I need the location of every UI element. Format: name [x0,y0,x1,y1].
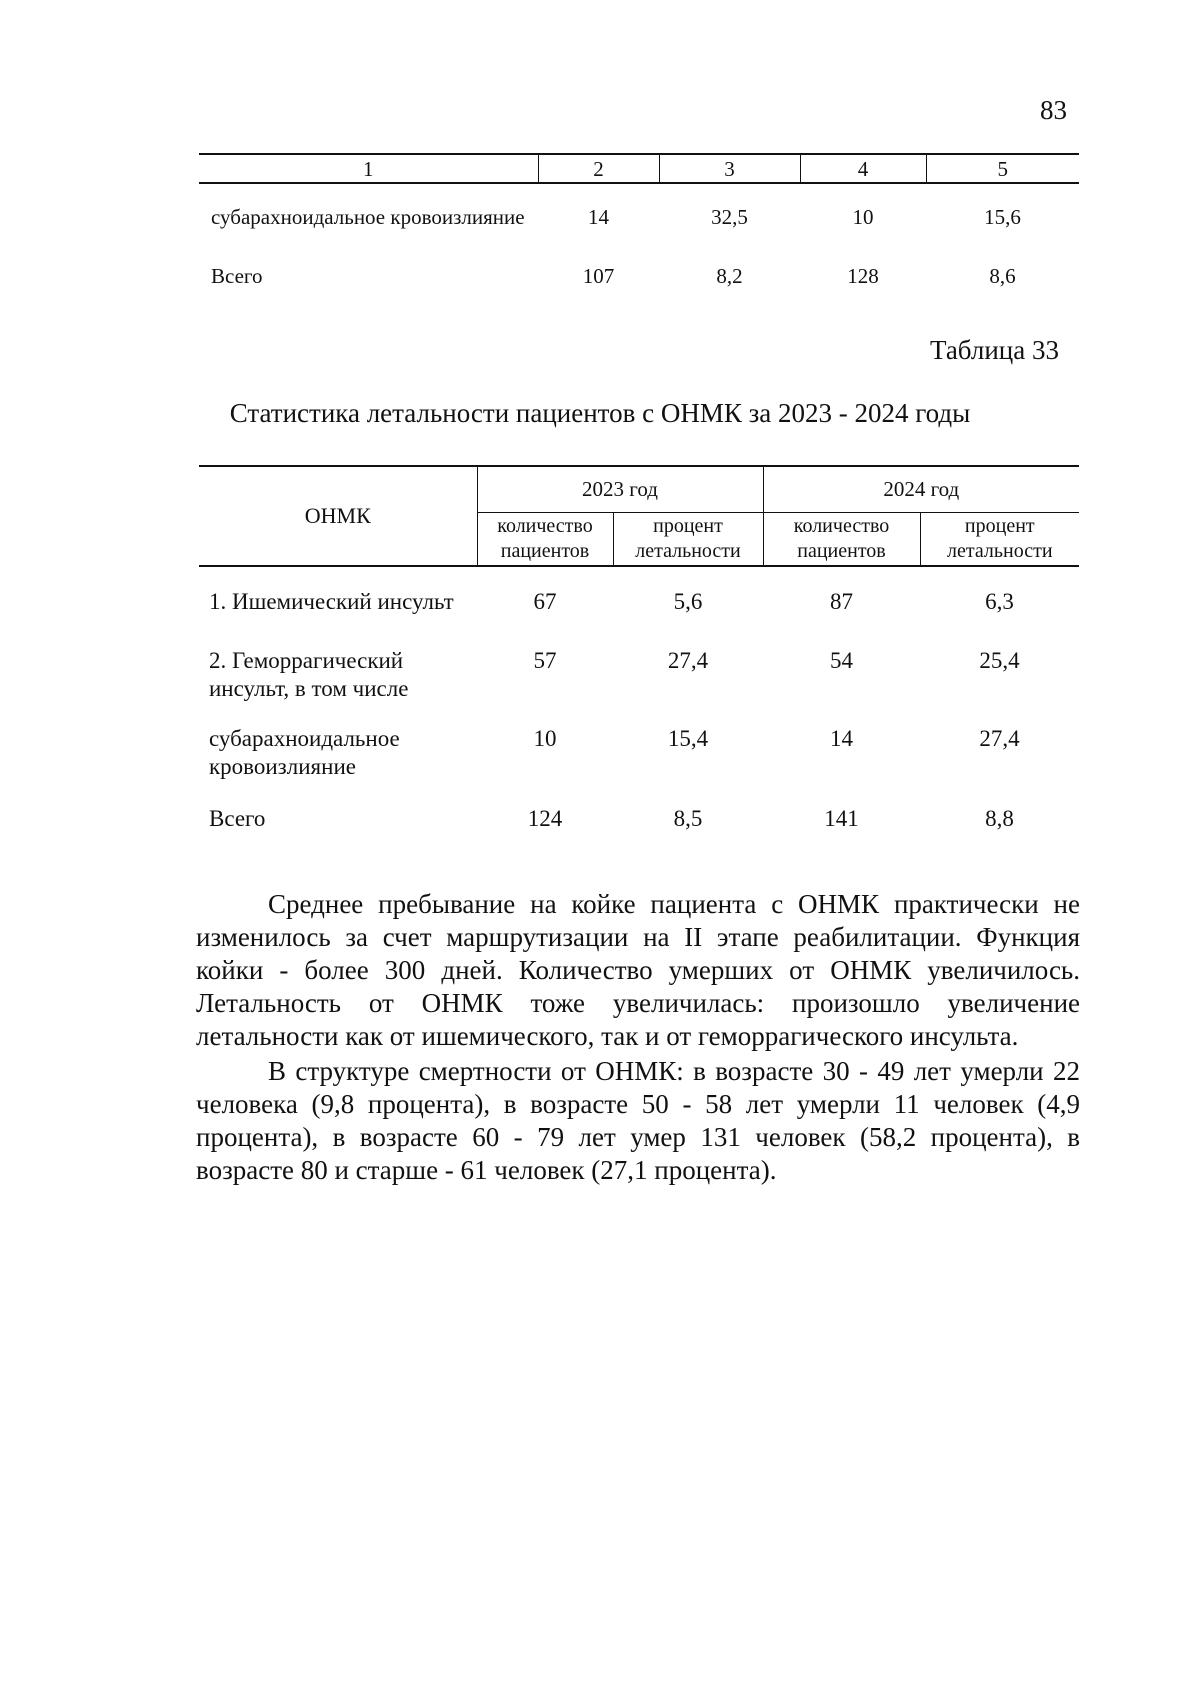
table-cell: 107 [582,264,615,288]
table-cell: 54 [830,648,854,673]
year-header-row [199,466,1079,513]
table-cell: 128 [847,264,879,288]
column-number: 2 [538,154,659,183]
continuation-table [199,153,1079,290]
column-number: 1 [199,154,538,183]
table-cell: 57 [533,648,557,673]
table-cell: 8,8 [985,806,1014,831]
page-number: 83 [1040,95,1067,125]
paragraph: Среднее пребывание на койке пациента с ОНМК практически не изменилось за счет маршрутизации на II этапе реабилитации. Функция койки - более 300 дней. Количество умерших от ОНМК увеличилось. Летальность от ОНМК тоже увеличилась: произошло увеличение летальности как от ишемического, так и от геморрагического инсульта. [196,889,1080,1051]
table-cell: 8,5 [673,806,703,831]
table-cell: 6,3 [985,589,1014,614]
column-number-row [199,154,1079,183]
table-cell: 27,4 [667,648,709,673]
table-row [199,183,1079,249]
row-label: субарахноидальное кровоизлияние [209,726,400,779]
table-cell: 32,5 [711,205,748,229]
patients-count-header: количество пациентов [763,513,920,567]
column-number: 5 [926,154,1079,183]
table-cell: 14 [588,205,609,229]
row-label: субарахноидальное кровоизлияние [211,205,525,229]
table-cell: 124 [527,806,563,831]
column-number: 3 [659,154,800,183]
table-cell: 14 [830,726,854,751]
table-cell: 8,6 [989,264,1016,288]
table-cell: 15,4 [667,726,709,751]
table-row [199,249,1079,290]
table-cell: 5,6 [673,589,703,614]
patients-count-header: количество пациентов [477,513,613,567]
table-title: Статистика летальности пациентов с ОНМК за 2023 - 2024 годы [229,398,971,428]
paragraph: В структуре смертности от ОНМК: в возрасте 30 - 49 лет умерли 22 человека (9,8 процента), в возрасте 50 - 58 лет умерли 11 человек (4,9 процента), в возрасте 60 - 79 лет умер 131 человек (58,2 процента), в возрасте 80 и старше - 61 человек (27,1 процента). [196,1056,1080,1185]
row-label: 1. Ишемический инсульт [209,589,454,614]
table-cell: 87 [830,589,854,614]
table-cell: 15,6 [984,205,1021,229]
body-text [196,888,1080,1187]
table-cell: 10 [533,726,557,751]
table-row [199,725,1079,805]
mortality-percent-header: процент летальности [613,513,763,567]
table-cell: 67 [533,589,557,614]
row-label: Всего [209,806,266,831]
onmk-column-header: ОНМК [199,466,477,566]
year-2023-header: 2023 год [477,466,763,513]
table-row [199,647,1079,725]
table-row [199,566,1079,647]
table-caption: Таблица 33 [930,335,1059,365]
column-number: 4 [800,154,926,183]
table-cell: 27,4 [979,726,1020,751]
table-cell: 10 [852,205,874,229]
year-2024-header: 2024 год [763,466,1079,513]
table-row [199,805,1079,833]
mortality-table [199,465,1079,833]
table-cell: 8,2 [716,264,743,288]
row-label: 2. Геморрагический инсульт, в том числе [209,648,409,701]
mortality-percent-header: процент летальности [920,513,1079,567]
row-label: Всего [211,264,263,288]
table-cell: 25,4 [979,648,1020,673]
table-cell: 141 [824,806,859,831]
